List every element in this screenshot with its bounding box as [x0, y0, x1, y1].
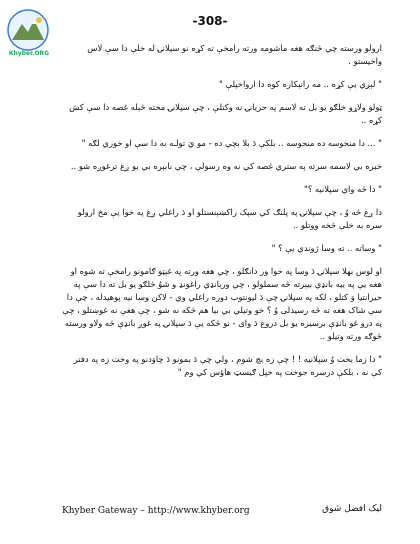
page-number: -308-: [192, 14, 228, 28]
paragraph: " لېږي يې کړه .. مه رانېکاره کوه دا ارواخپلې ": [219, 79, 382, 89]
logo-text: Khyber.ORG: [8, 50, 50, 57]
paragraph: او لوس بهلا سپلانۍ دَ وسا په خوا ور دانګلو ، چي هغه ورته په غېټو ګامونو رامخې ته شوه او هغه يې په بيه بانډي بيېرته څه سملولو ، چي وربانډي راغونډ و شوُ څلګو يو بل ته دا سې په حيرانتيا وَ کتلو ، لکه په سپلانۍ چې دَ ليونتوب دوره راغلي وي - لاکن وسا نيه پوهيدله ، چې دا سې شاک هغه ته څه رسيدلی وُ ؟ خو وتيلي بي بيا هم څکه نه شو ، چې هغې نه غوښتلو ، چې په درو غو بانډې برسيره يو بل دروغ دَ وای - نو څکه يې دَ سپلانۍ په غوږ بانډې څه ولاو ورسته څوګه ورته وتيلو ..: [62, 266, 382, 341]
paragraph: خبره بي لاسمه سرته په ستري غصه کي نه وه رسولې ، چي نابېره بي يو ږغ ترغوږه شو ..: [70, 161, 382, 171]
paragraph: ټولو ولاړو خلګو يو بل ته لاسم په حريانۍ نه وکتلې ، چې سپلانۍ مخته څېله غصه دا سې کش کړه ..: [69, 102, 382, 125]
paragraph: دا ږغ څه وُ ، چې سپلانۍ په پلنګ کي سپک راکښېنستلو او دَ راغلي ږغ په خوا يې مخ ارولو سره به خلې څخه ووتلو ..: [77, 207, 382, 230]
khyber-logo[interactable]: [6, 8, 50, 52]
footer-source: Khyber Gateway – http://www.khyber.org: [62, 506, 250, 516]
paragraph: " وساته .. ته وسا ژوندي يې ؟ ": [271, 243, 382, 253]
paragraph: " دا زما بخت وُ سپلانيه ! ! چې زه بچ شوم ، ولي چې دَ بمونو دَ چاوَدنو په وخت زه په دفتر کې نه ، بلکې درسره جوخت په خپل ګيسټ هاؤس کي وم ": [73, 354, 382, 377]
footer-author: ليک افضل شوق: [322, 504, 382, 514]
paragraph: " ... دا منحوسه ده منحوسه .. بلکې دَ بلا بچي ده - مو يَ تولـه به دا سې او خوري لګه ": [81, 138, 382, 148]
paragraph: ارولو ورسته چي څنګه هغه ماشومه ورته رامخې ته کړه نو سپلانۍ له خلې دا سې لاس واخيستو .: [87, 43, 382, 66]
paragraph: " دا څه واي سپلانيه ؟": [303, 184, 382, 194]
document-body: [62, 42, 382, 389]
